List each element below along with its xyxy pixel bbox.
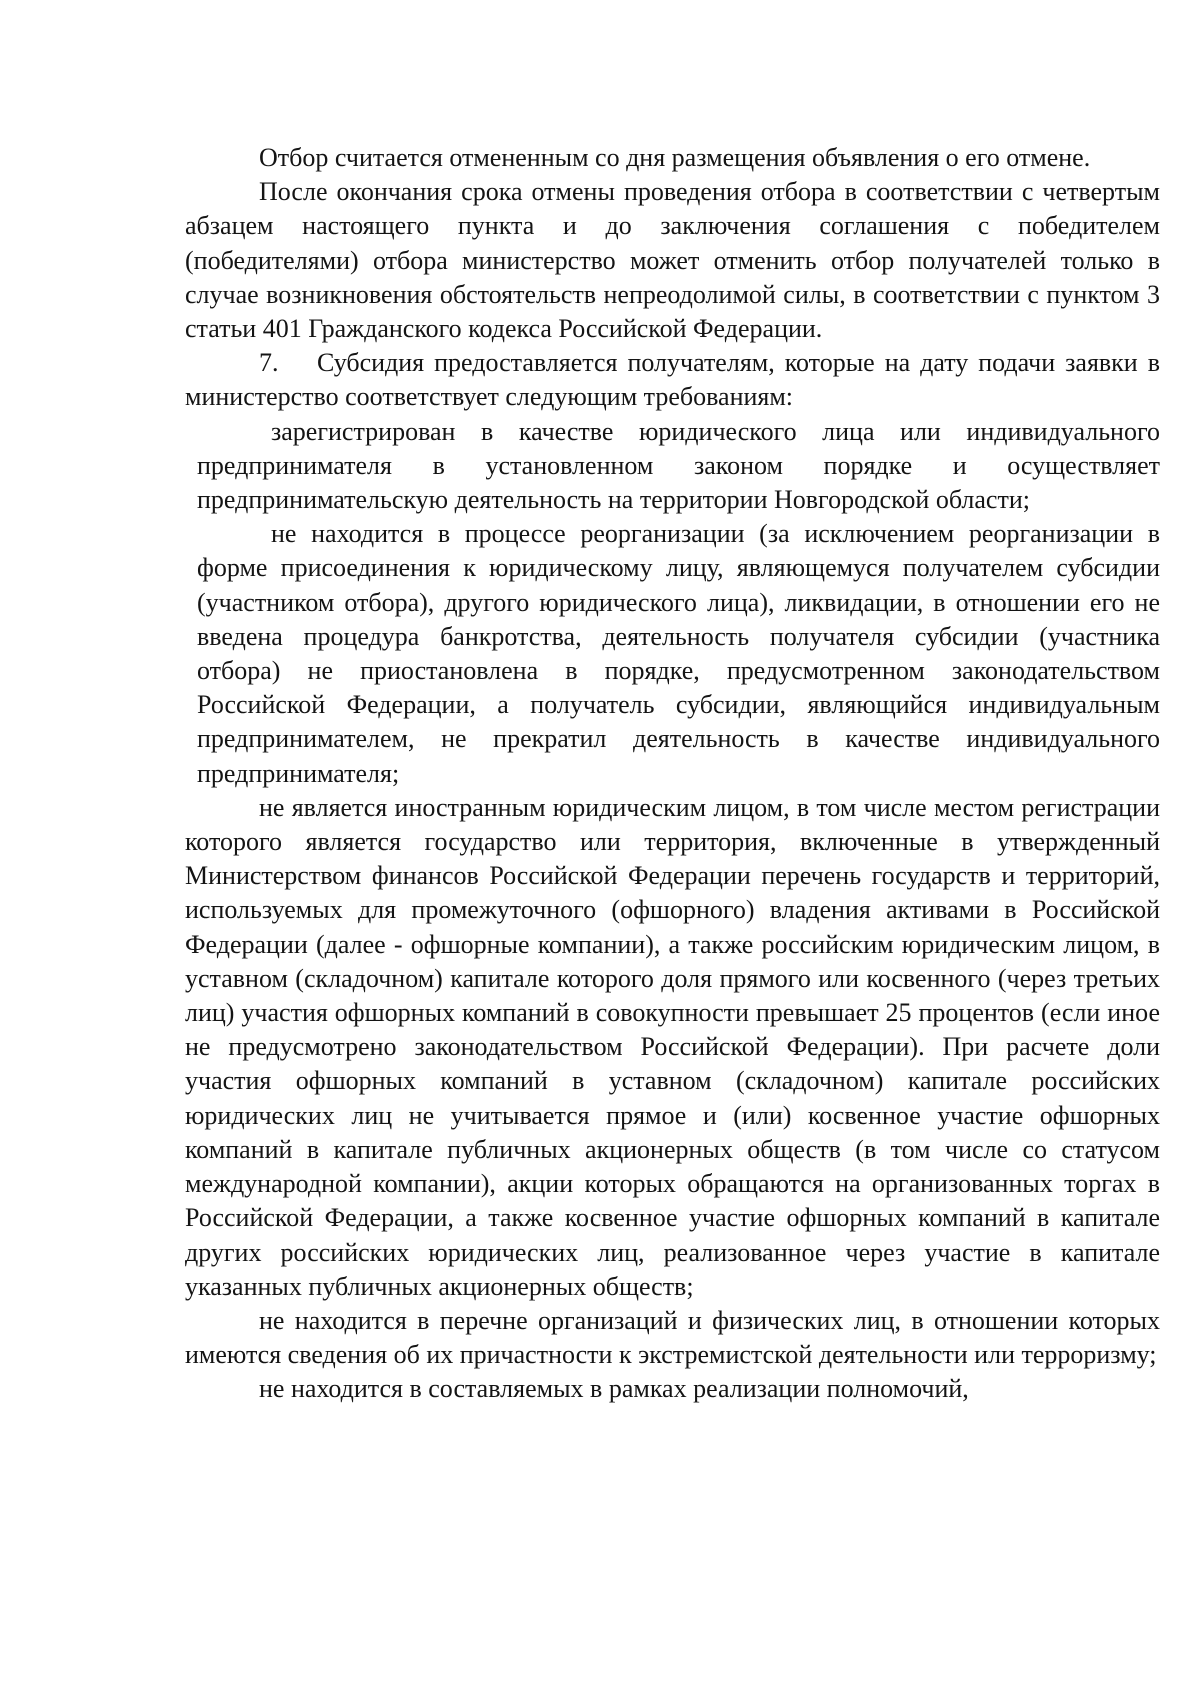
- requirement-registration: зарегистрирован в качестве юридического лица или индивидуального предпринимателя в установленном законом порядке и осуществляет предпринимательскую деятельность на территории Новгородской области;: [197, 416, 1160, 515]
- requirement-not-in-lists: не находится в составляемых в рамках реализации полномочий,: [259, 1374, 969, 1404]
- requirement-not-foreign-entity: не является иностранным юридическим лицом, в том числе местом регистрации которого является государство или территория, включенные в утвержденный Министерством финансов Российской Федерации перечень государств и территорий, используемых для промежуточного (офшорного) владения активами в Российской Федерации (далее - офшорные компании), а также российским юридическим лицом, в уставном (складочном) капитале которого доля прямого или косвенного (через третьих лиц) участия офшорных компаний в совокупности превышает 25 процентов (если иное не предусмотрено законодательством Российской Федерации). При расчете доли участия офшорных компаний в уставном (складочном) капитале российских юридических лиц не учитывается прямое и (или) косвенное участие офшорных компаний в капитале публичных акционерных обществ (в том числе со статусом международной компании), акции которых обращаются на организованных торгах в Российской Федерации, а также косвенное участие офшорных компаний в капитале других российских юридических лиц, реализованное через участие в капитале указанных публичных акционерных обществ;: [185, 792, 1160, 1301]
- requirement-no-reorganization: не находится в процессе реорганизации (за исключением реорганизации в форме присоединения к юридическому лицу, являющемуся получателем субсидии (участником отбора), другого юридического лица), ликвидации, в отношении его не введена процедура банкротства, деятельность получателя субсидии (участника отбора) не приостановлена в порядке, предусмотренном законодательством Российской Федерации, а получатель субсидии, являющийся индивидуальным предпринимателем, не прекратил деятельность в качестве индивидуального предпринимателя;: [197, 519, 1160, 788]
- item-number: 7.: [259, 348, 279, 378]
- paragraph-selection-cancelled: Отбор считается отмененным со дня размещения объявления о его отмене.: [259, 143, 1091, 172]
- requirement-not-extremist-list: не находится в перечне организаций и физических лиц, в отношении которых имеются сведения об их причастности к экстремистской деятельности или терроризму;: [185, 1305, 1160, 1370]
- item-7-text: Субсидия предоставляется получателям, которые на дату подачи заявки в министерство соответствует следующим требованиям:: [185, 348, 1160, 412]
- paragraph-cancellation-conditions: После окончания срока отмены проведения отбора в соответствии с четвертым абзацем настоящего пункта и до заключения соглашения с победителем (победителями) отбора министерство может отменить отбор получателей только в случае возникновения обстоятельств непреодолимой силы, в соответствии с пунктом 3 статьи 401 Гражданского кодекса Российской Федерации.: [185, 177, 1160, 344]
- document-body: [185, 141, 1160, 1407]
- paragraph-item-7: [185, 346, 1160, 414]
